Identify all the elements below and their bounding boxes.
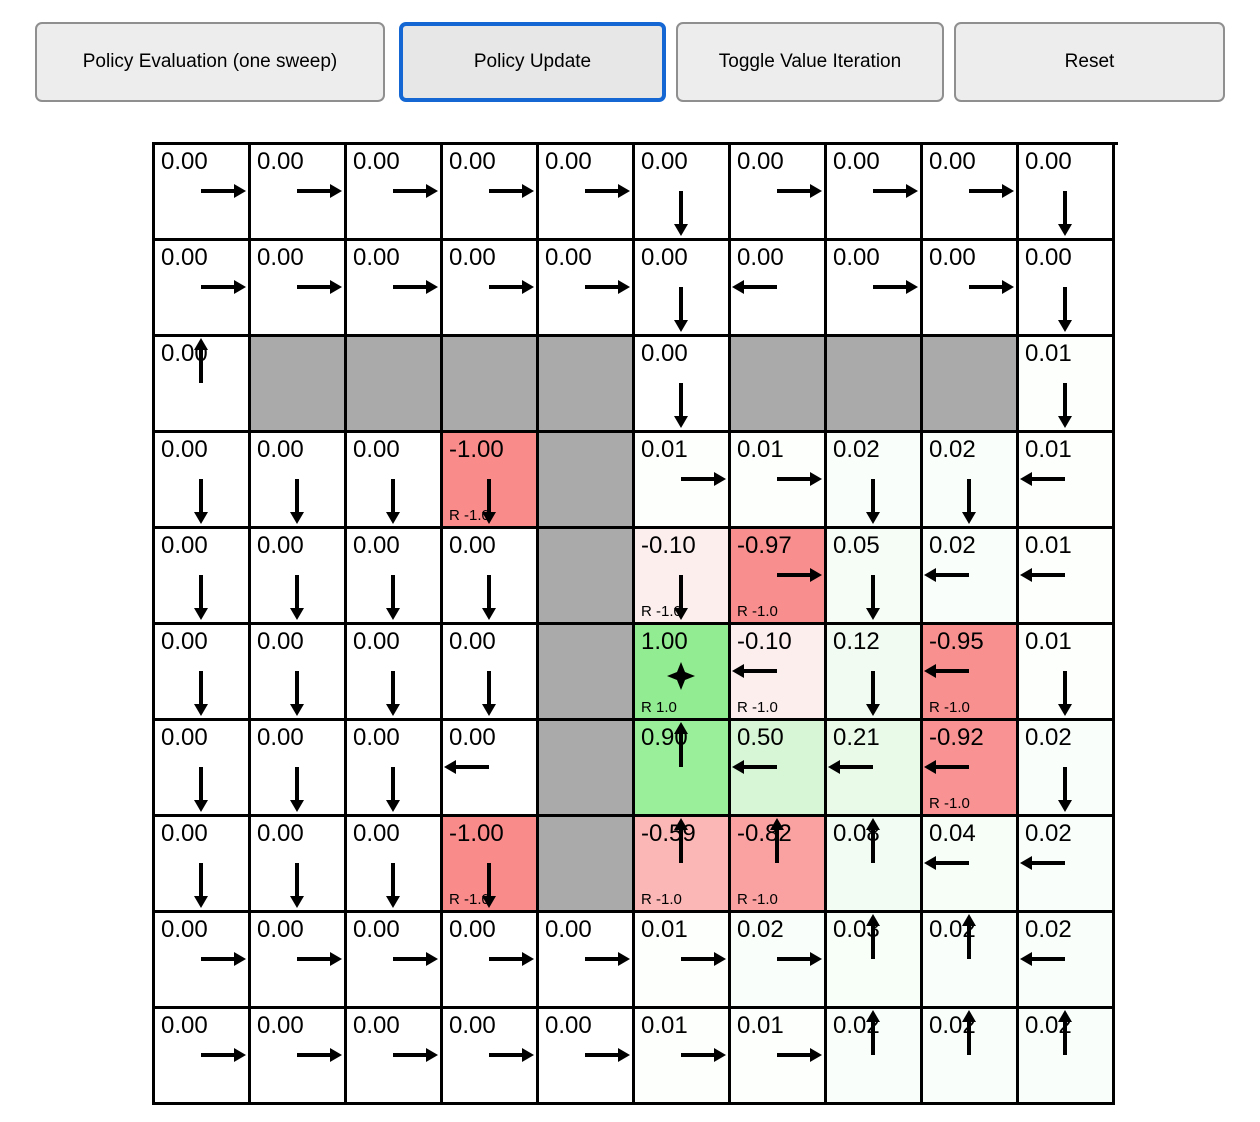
cell-reward-label: R -1.0	[737, 603, 778, 620]
grid-cell[interactable]	[731, 145, 827, 241]
grid-cell[interactable]	[731, 817, 827, 913]
cell-value: 0.90	[641, 724, 688, 751]
cell-value: -1.00	[449, 436, 504, 463]
cell-value: 0.01	[641, 436, 688, 463]
grid-cell[interactable]	[1019, 529, 1115, 625]
cell-value: 0.05	[833, 532, 880, 559]
grid-cell[interactable]	[635, 433, 731, 529]
cell-value: 0.00	[353, 532, 400, 559]
cell-value: 0.00	[161, 820, 208, 847]
cell-value: 0.00	[545, 244, 592, 271]
grid-cell[interactable]	[443, 433, 539, 529]
grid-cell[interactable]	[443, 913, 539, 1009]
cell-value: 0.03	[833, 916, 880, 943]
grid-cell[interactable]	[635, 913, 731, 1009]
gridworld-container	[152, 142, 1260, 1105]
cell-value: 0.00	[545, 916, 592, 943]
grid-cell[interactable]	[443, 1009, 539, 1105]
cell-value: 0.00	[449, 724, 496, 751]
cell-value: 0.02	[737, 916, 784, 943]
grid-cell[interactable]	[635, 1009, 731, 1105]
grid-cell[interactable]	[635, 529, 731, 625]
grid-cell[interactable]	[155, 529, 251, 625]
grid-cell[interactable]	[635, 817, 731, 913]
cell-value: 0.00	[257, 244, 304, 271]
wall-cell[interactable]	[347, 337, 443, 433]
cell-value: 0.00	[257, 820, 304, 847]
gridworld	[152, 142, 1118, 1105]
cell-value: 0.00	[1025, 244, 1072, 271]
grid-cell[interactable]	[731, 721, 827, 817]
cell-value: 0.01	[737, 1012, 784, 1039]
toolbar	[0, 0, 1260, 102]
cell-value: 0.00	[161, 436, 208, 463]
wall-cell[interactable]	[923, 337, 1019, 433]
cell-value: 0.00	[257, 724, 304, 751]
cell-value: 0.00	[545, 1012, 592, 1039]
cell-value: 0.00	[161, 244, 208, 271]
cell-value: 0.04	[929, 820, 976, 847]
cell-value: 1.00	[641, 628, 688, 655]
cell-value: 0.01	[641, 916, 688, 943]
grid-cell[interactable]	[443, 529, 539, 625]
grid-cell[interactable]	[635, 241, 731, 337]
cell-value: 0.01	[1025, 340, 1072, 367]
cell-value: 0.00	[449, 532, 496, 559]
cell-value: -0.92	[929, 724, 984, 751]
grid-cell[interactable]	[635, 145, 731, 241]
policy-evaluation-button[interactable]: Policy Evaluation (one sweep)	[35, 22, 385, 102]
grid-cell[interactable]	[155, 817, 251, 913]
cell-value: 0.00	[833, 244, 880, 271]
cell-value: 0.00	[449, 244, 496, 271]
cell-value: 0.02	[929, 916, 976, 943]
cell-value: 0.00	[449, 628, 496, 655]
grid-cell[interactable]	[251, 1009, 347, 1105]
cell-value: 0.00	[545, 148, 592, 175]
grid-cell[interactable]	[635, 337, 731, 433]
wall-cell[interactable]	[539, 625, 635, 721]
grid-cell[interactable]	[1019, 241, 1115, 337]
cell-value: 0.02	[1025, 724, 1072, 751]
grid-cell[interactable]	[155, 1009, 251, 1105]
cell-value: 0.00	[641, 244, 688, 271]
grid-cell[interactable]	[539, 913, 635, 1009]
cell-value: 0.00	[161, 628, 208, 655]
grid-cell[interactable]	[347, 145, 443, 241]
grid-cell[interactable]	[347, 529, 443, 625]
cell-value: -0.95	[929, 628, 984, 655]
cell-value: 0.00	[449, 148, 496, 175]
cell-value: 0.02	[929, 532, 976, 559]
wall-cell[interactable]	[731, 337, 827, 433]
grid-cell[interactable]	[1019, 1009, 1115, 1105]
cell-value: 0.00	[1025, 148, 1072, 175]
grid-cell[interactable]	[251, 721, 347, 817]
grid-cell[interactable]	[539, 1009, 635, 1105]
cell-value: -0.59	[641, 820, 696, 847]
cell-reward-label: R -1.0	[737, 891, 778, 908]
cell-value: 0.00	[161, 532, 208, 559]
grid-cell[interactable]	[731, 625, 827, 721]
cell-value: 0.21	[833, 724, 880, 751]
grid-cell[interactable]	[1019, 913, 1115, 1009]
grid-cell[interactable]	[347, 433, 443, 529]
grid-cell[interactable]	[827, 721, 923, 817]
grid-cell[interactable]	[251, 529, 347, 625]
cell-value: 0.00	[737, 148, 784, 175]
grid-cell[interactable]	[827, 1009, 923, 1105]
grid-cell[interactable]	[539, 145, 635, 241]
cell-value: 0.00	[257, 628, 304, 655]
grid-cell[interactable]	[1019, 625, 1115, 721]
grid-cell[interactable]	[347, 721, 443, 817]
grid-cell[interactable]	[827, 817, 923, 913]
wall-cell[interactable]	[539, 529, 635, 625]
grid-cell[interactable]	[923, 913, 1019, 1009]
grid-cell[interactable]	[443, 625, 539, 721]
cell-value: 0.00	[257, 916, 304, 943]
grid-cell[interactable]	[731, 529, 827, 625]
cell-value: 0.00	[449, 916, 496, 943]
grid-cell[interactable]	[1019, 337, 1115, 433]
grid-cell[interactable]	[155, 145, 251, 241]
cell-value: 0.50	[737, 724, 784, 751]
grid-cell[interactable]	[155, 625, 251, 721]
grid-cell[interactable]	[155, 337, 251, 433]
grid-cell[interactable]	[155, 721, 251, 817]
policy-update-button[interactable]: Policy Update	[399, 22, 666, 102]
cell-value: 0.00	[257, 532, 304, 559]
cell-reward-label: R -1.0	[449, 507, 490, 524]
cell-value: 0.02	[833, 1012, 880, 1039]
cell-value: -0.97	[737, 532, 792, 559]
cell-value: 0.00	[353, 244, 400, 271]
cell-value: 0.12	[833, 628, 880, 655]
grid-cell[interactable]	[1019, 817, 1115, 913]
cell-value: 0.01	[1025, 436, 1072, 463]
grid-cell[interactable]	[251, 625, 347, 721]
cell-reward-label: R -1.0	[641, 891, 682, 908]
grid-cell[interactable]	[827, 433, 923, 529]
cell-value: 0.02	[929, 1012, 976, 1039]
grid-cell[interactable]	[731, 1009, 827, 1105]
grid-cell[interactable]	[155, 241, 251, 337]
cell-value: 0.00	[161, 916, 208, 943]
cell-value: 0.00	[929, 148, 976, 175]
cell-value: 0.02	[929, 436, 976, 463]
grid-cell[interactable]	[1019, 145, 1115, 241]
grid-cell[interactable]	[251, 817, 347, 913]
grid-cell[interactable]	[347, 241, 443, 337]
cell-value: 0.00	[353, 724, 400, 751]
reset-button[interactable]: Reset	[954, 22, 1225, 102]
grid-cell[interactable]	[923, 1009, 1019, 1105]
grid-cell[interactable]	[923, 241, 1019, 337]
grid-cell[interactable]	[923, 721, 1019, 817]
wall-cell[interactable]	[827, 337, 923, 433]
cell-value: 0.00	[641, 340, 688, 367]
cell-value: -0.10	[737, 628, 792, 655]
cell-value: 0.00	[161, 724, 208, 751]
grid-cell[interactable]	[923, 145, 1019, 241]
grid-cell[interactable]	[443, 817, 539, 913]
grid-cell[interactable]	[347, 913, 443, 1009]
cell-value: 0.00	[737, 244, 784, 271]
grid-cell[interactable]	[251, 913, 347, 1009]
grid-cell[interactable]	[827, 529, 923, 625]
grid-cell[interactable]	[827, 241, 923, 337]
cell-reward-label: R -1.0	[929, 699, 970, 716]
cell-value: 0.00	[257, 1012, 304, 1039]
cell-value: 0.00	[353, 628, 400, 655]
cell-reward-label: R -1.0	[929, 795, 970, 812]
cell-value: 0.01	[737, 436, 784, 463]
grid-cell[interactable]	[731, 913, 827, 1009]
cell-value: 0.00	[353, 436, 400, 463]
grid-cell[interactable]	[443, 145, 539, 241]
grid-cell[interactable]	[251, 241, 347, 337]
grid-cell[interactable]	[923, 625, 1019, 721]
grid-cell[interactable]	[923, 433, 1019, 529]
cell-value: 0.00	[353, 916, 400, 943]
cell-value: 0.00	[257, 436, 304, 463]
grid-cell[interactable]	[155, 433, 251, 529]
grid-cell[interactable]	[827, 913, 923, 1009]
grid-cell[interactable]	[347, 1009, 443, 1105]
cell-value: 0.00	[353, 148, 400, 175]
wall-cell[interactable]	[539, 721, 635, 817]
grid-cell[interactable]	[539, 241, 635, 337]
wall-cell[interactable]	[539, 433, 635, 529]
grid-cell[interactable]	[443, 721, 539, 817]
grid-cell[interactable]	[155, 913, 251, 1009]
cell-value: 0.02	[1025, 916, 1072, 943]
wall-cell[interactable]	[251, 337, 347, 433]
grid-cell[interactable]	[251, 433, 347, 529]
grid-cell[interactable]	[827, 145, 923, 241]
cell-value: 0.00	[833, 148, 880, 175]
cell-value: 0.02	[1025, 1012, 1072, 1039]
grid-cell[interactable]	[731, 241, 827, 337]
cell-value: 0.00	[161, 340, 208, 367]
cell-value: 0.01	[1025, 532, 1072, 559]
grid-cell[interactable]	[635, 625, 731, 721]
cell-value: 0.08	[833, 820, 880, 847]
cell-reward-label: R -1.0	[737, 699, 778, 716]
cell-value: 0.02	[1025, 820, 1072, 847]
cell-reward-label: R -1.0	[641, 603, 682, 620]
cell-value: 0.01	[1025, 628, 1072, 655]
cell-value: 0.00	[641, 148, 688, 175]
cell-value: 0.00	[161, 148, 208, 175]
cell-value: 0.00	[929, 244, 976, 271]
cell-value: -0.82	[737, 820, 792, 847]
cell-reward-label: R -1.0	[449, 891, 490, 908]
grid-cell[interactable]	[347, 625, 443, 721]
cell-value: 0.00	[449, 1012, 496, 1039]
grid-cell[interactable]	[923, 529, 1019, 625]
cell-value: 0.01	[641, 1012, 688, 1039]
cell-value: 0.00	[353, 1012, 400, 1039]
wall-cell[interactable]	[443, 337, 539, 433]
cell-value: 0.00	[257, 148, 304, 175]
wall-cell[interactable]	[539, 337, 635, 433]
grid-cell[interactable]	[443, 241, 539, 337]
cell-value: -0.10	[641, 532, 696, 559]
grid-cell[interactable]	[251, 145, 347, 241]
grid-cell[interactable]	[635, 721, 731, 817]
grid-cell[interactable]	[731, 433, 827, 529]
toggle-value-iteration-button[interactable]: Toggle Value Iteration	[676, 22, 944, 102]
grid-cell[interactable]	[1019, 721, 1115, 817]
grid-cell[interactable]	[827, 625, 923, 721]
cell-value: 0.00	[353, 820, 400, 847]
cell-value: 0.02	[833, 436, 880, 463]
grid-cell[interactable]	[923, 817, 1019, 913]
grid-cell[interactable]	[1019, 433, 1115, 529]
grid-cell[interactable]	[347, 817, 443, 913]
cell-value: -1.00	[449, 820, 504, 847]
wall-cell[interactable]	[539, 817, 635, 913]
cell-value: 0.00	[161, 1012, 208, 1039]
cell-reward-label: R 1.0	[641, 699, 677, 716]
